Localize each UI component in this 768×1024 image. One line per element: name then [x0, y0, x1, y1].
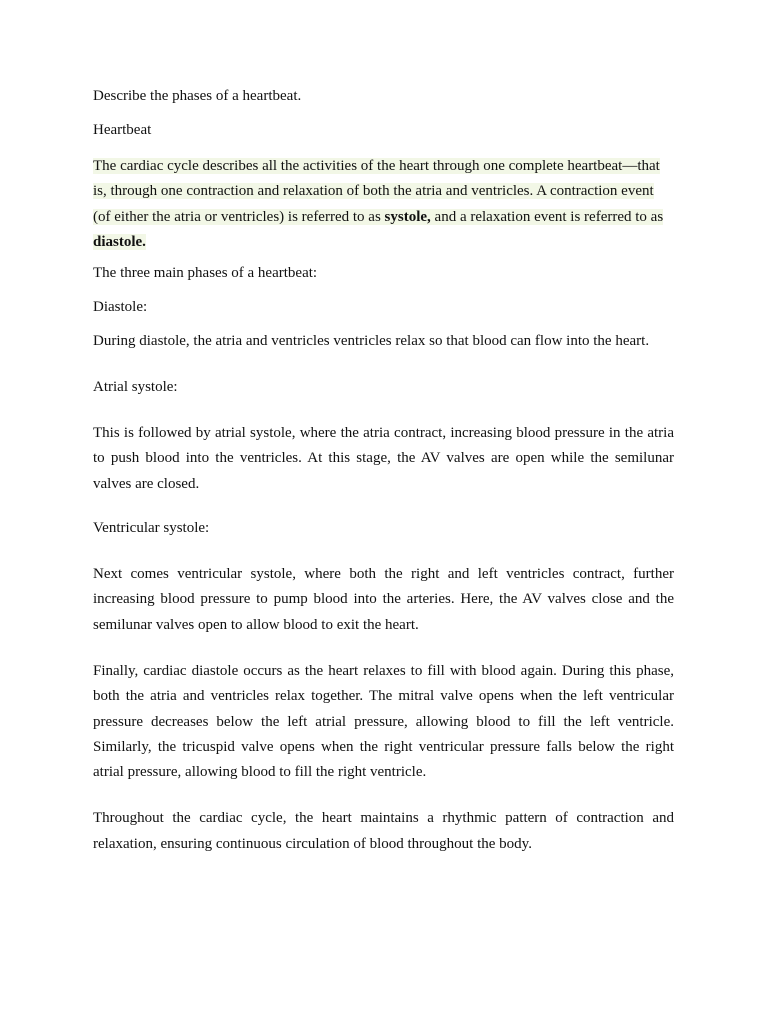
ventricular-systole-paragraph: Next comes ventricular systole, where both the right and left ventricles contract, further increasing blood pressure to pump blood into the arteries. Here, the AV valves close and the semilunar valves open to allow blood to exit the heart. — [93, 566, 674, 633]
intro-text: The cardiac cycle describes all the activities of the heart through one complete heartbeat—that is, through one contraction and relaxation of both the atria and ventricles. A contraction event (of either the atria or ventricles) is referred to as — [93, 158, 660, 225]
intro-text-continued: and a relaxation event is referred to as — [430, 208, 664, 225]
systole-term: systole, — [384, 208, 431, 225]
closing-paragraph: Throughout the cardiac cycle, the heart maintains a rhythmic pattern of contraction and relaxation, ensuring continuous circulation of blood throughout the body. — [93, 810, 674, 852]
question-text: Describe the phases of a heartbeat. — [93, 88, 302, 104]
document-page — [93, 86, 674, 857]
intro-paragraph — [93, 154, 674, 255]
diastole-term: diastole. — [93, 233, 146, 250]
cardiac-diastole-paragraph: Finally, cardiac diastole occurs as the heart relaxes to fill with blood again. During this phase, both the atria and ventricles relax together. The mitral valve opens when the left ventricular pressure decreases below the left atrial pressure, allowing blood to fill the left ventricle. Similarly, the tricuspid valve opens when the right ventricular pressure falls below the right atrial pressure, allowing blood to fill the right ventricle. — [93, 662, 674, 781]
atrial-systole-heading: Atrial systole: — [93, 379, 178, 396]
phases-intro: The three main phases of a heartbeat: — [93, 265, 318, 282]
ventricular-systole-heading: Ventricular systole: — [93, 520, 210, 537]
atrial-systole-paragraph: This is followed by atrial systole, where the atria contract, increasing blood pressure in the atria to push blood into the ventricles. At this stage, the AV valves are open while the semilunar valves are closed. — [93, 425, 674, 492]
diastole-heading: Diastole: — [93, 299, 148, 316]
diastole-paragraph: During diastole, the atria and ventricles ventricles relax so that blood can flow into the heart. — [93, 333, 650, 350]
document-title: Heartbeat — [93, 122, 152, 138]
